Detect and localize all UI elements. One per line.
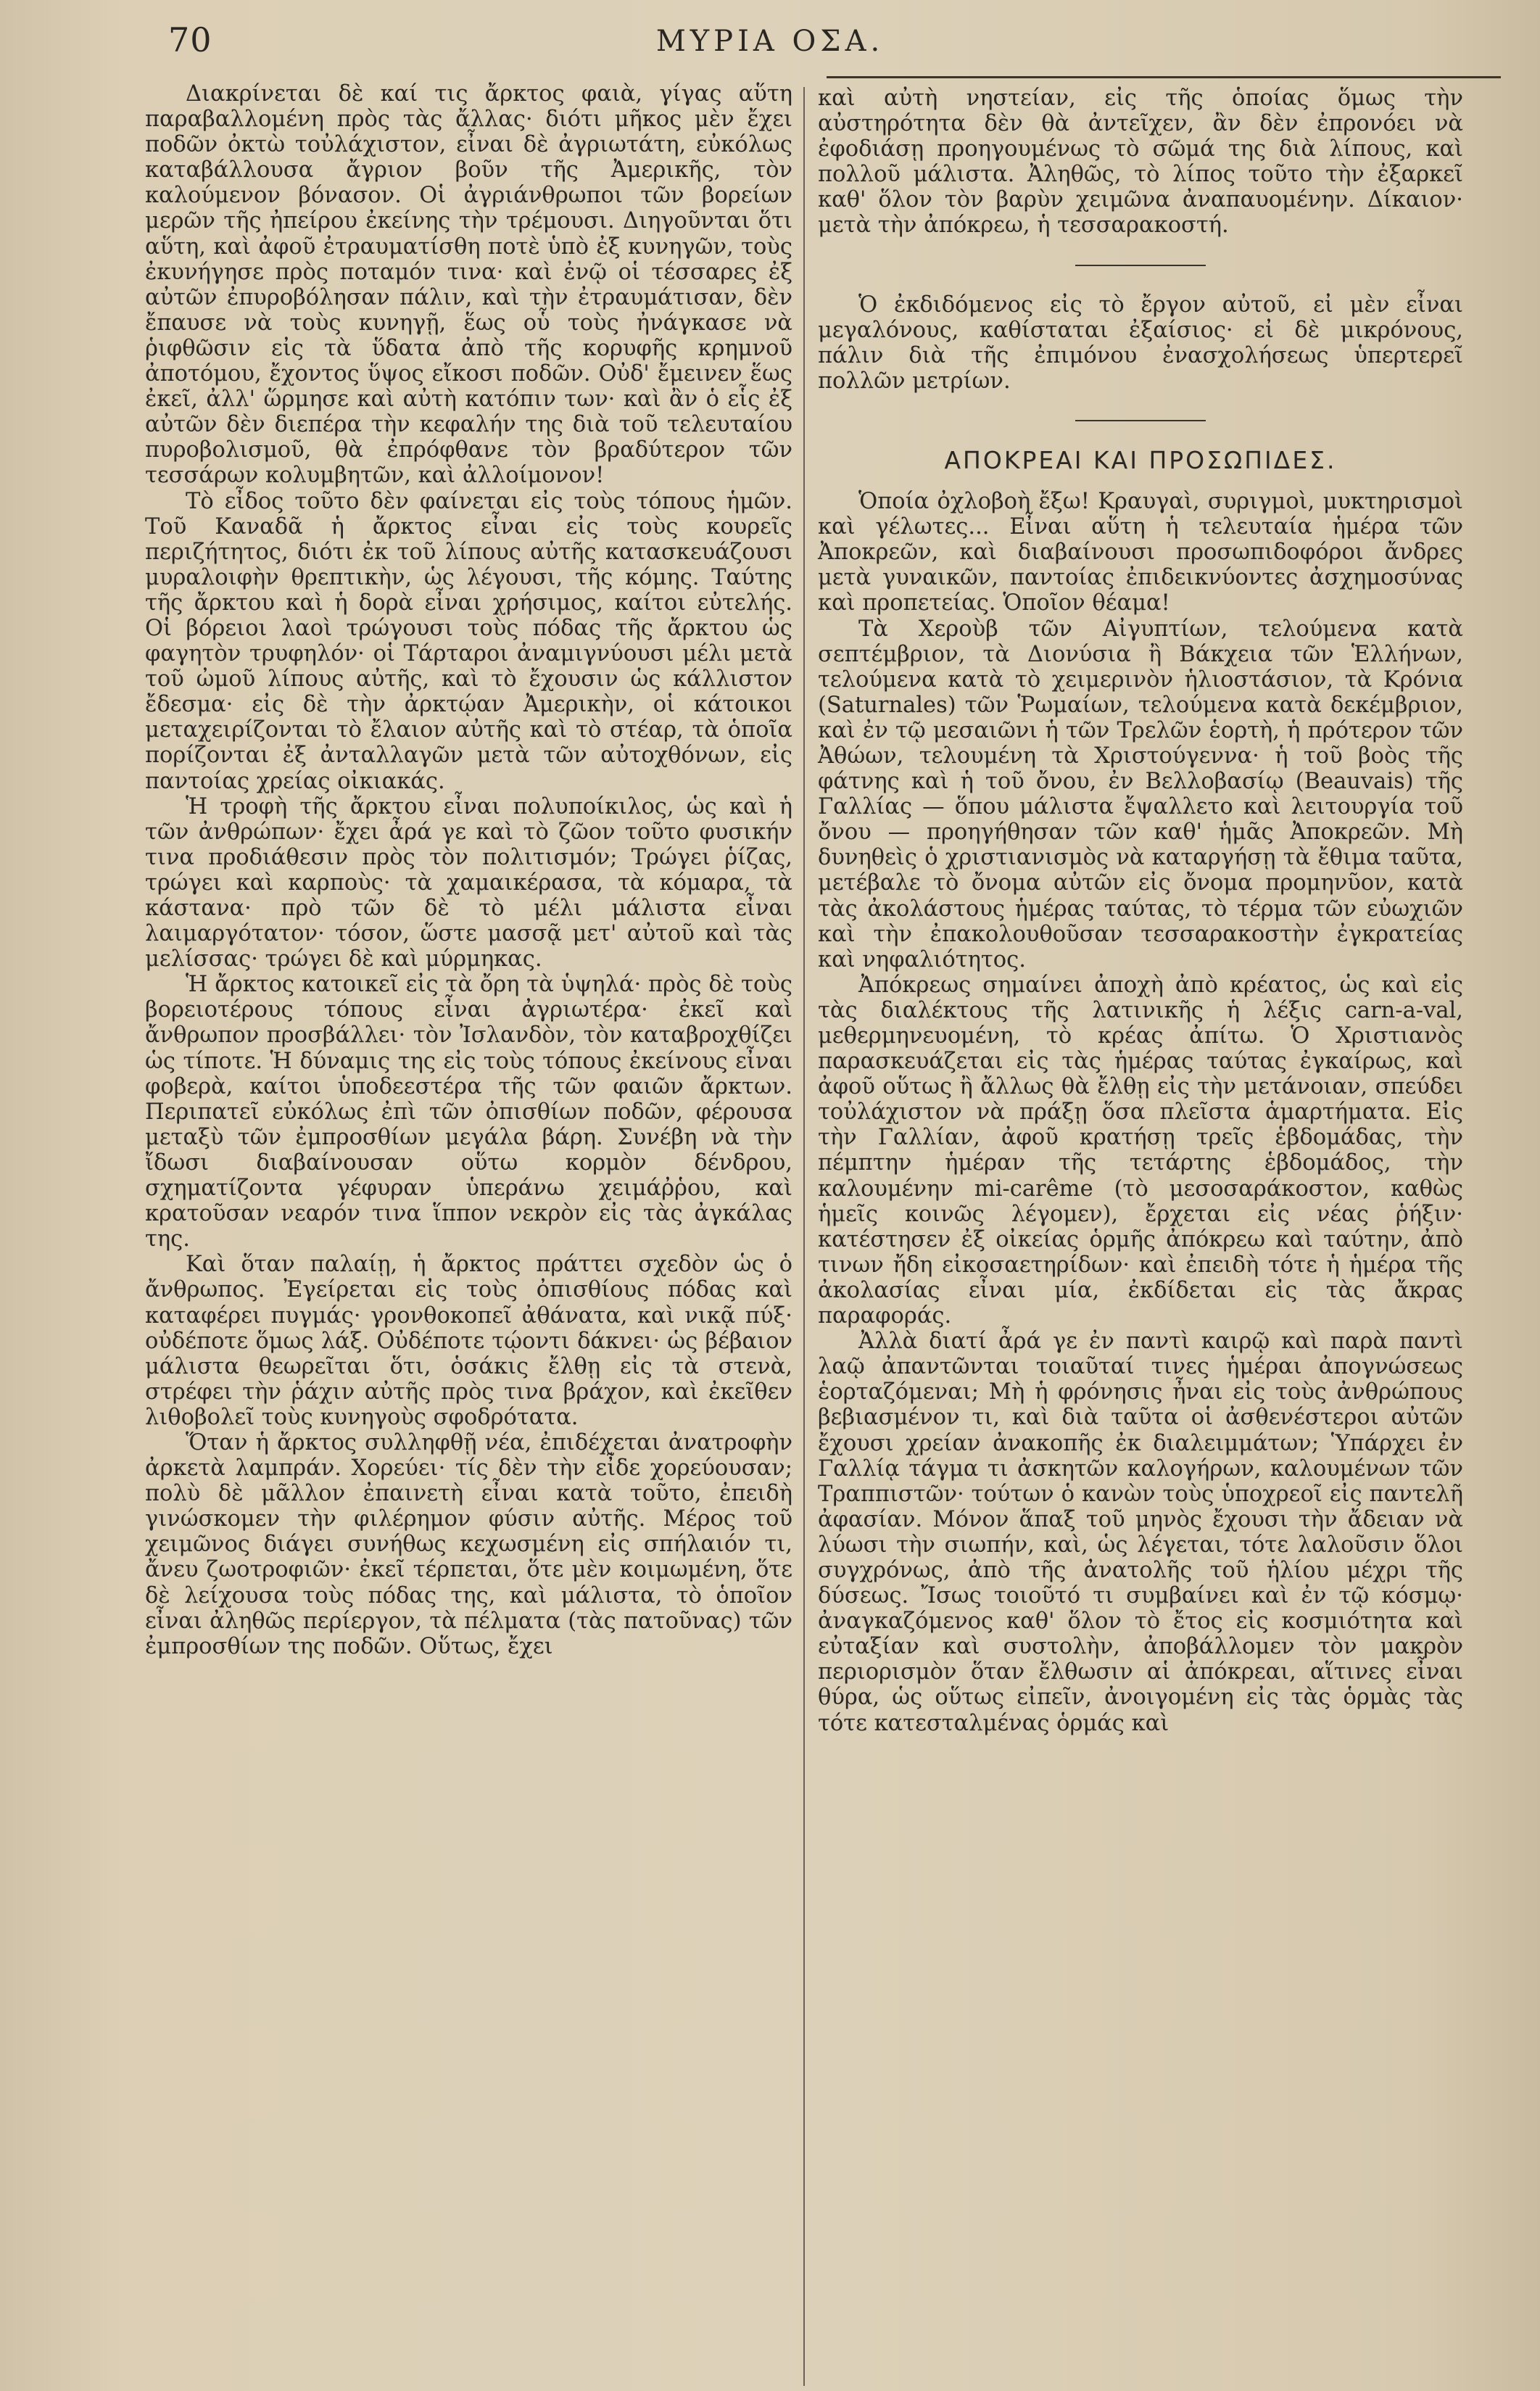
paragraph: Ἡ ἄρκτος κατοικεῖ εἰς τὰ ὄρη τὰ ὑψηλά· πρὸς δὲ τοὺς βορειοτέρους τόπους εἶναι ἀγριωτέρα· ἐκεῖ καὶ ἄνθρωπον προσβάλλει· τὸν Ἰσλανδὸν, τὸν καταβροχθίζει ὡς τίποτε. Ἡ δύναμις της εἰς τοὺς τόπους ἐκείνους εἶναι φοβερὰ, καίτοι ὑποδεεστέρα τῆς τῶν φαιῶν ἄρκτων. Περιπατεῖ εὐκόλως ἐπὶ τῶν ὀπισθίων ποδῶν, φέρουσα μεταξὺ τῶν ἐμπροσθίων μεγάλα βάρη. Συνέβη νὰ τὴν ἴδωσι διαβαίνουσαν οὕτω κορμὸν δένδρου, σχηματίζοντα γέφυραν ὑπεράνω χειμάῤῥου, καὶ κρατοῦσαν νεαρόν τινα ἵππον νεκρὸν εἰς τὰς ἀγκάλας της. — [145, 972, 792, 1252]
separator-rule — [1075, 420, 1206, 421]
header-rule — [827, 76, 1501, 78]
paragraph: Καὶ ὅταν παλαίῃ, ἡ ἄρκτος πράττει σχεδὸν ὡς ὁ ἄνθρωπος. Ἐγείρεται εἰς τοὺς ὀπισθίους πόδας καὶ καταφέρει πυγμάς· γρονθοκοπεῖ ἀθάνατα, καὶ νικᾷ πύξ· οὐδέποτε ὅμως λάξ. Οὐδέποτε τῴοντι δάκνει· ὡς βέβαιον μάλιστα θεωρεῖται ὅτι, ὁσάκις ἔλθῃ εἰς τὰ στενὰ, στρέφει τὴν ῥάχιν αὐτῆς πρὸς τινα βράχον, καὶ ἐκεῖθεν λιθοβολεῖ τοὺς κυνηγοὺς σφοδρότατα. — [145, 1252, 792, 1430]
paragraph: Διακρίνεται δὲ καί τις ἄρκτος φαιὰ, γίγας αὕτη παραβαλλομένη πρὸς τὰς ἄλλας· διότι μῆκος μὲν ἔχει ποδῶν ὀκτὼ τοὐλάχιστον, εἶναι δὲ ἀγριωτάτη, εὐκόλως καταβάλλουσα ἄγριον βοῦν τῆς Ἀμερικῆς, τὸν καλούμενον βόνασον. Οἱ ἀγριάνθρωποι τῶν βορείων μερῶν τῆς ἠπείρου ἐκείνης τὴν τρέμουσι. Διηγοῦνται ὅτι αὕτη, καὶ ἀφοῦ ἐτραυματίσθη ποτὲ ὑπὸ ἐξ κυνηγῶν, τοὺς ἐκυνήγησε πρὸς ποταμόν τινα· καὶ ἐνῷ οἱ τέσσαρες ἐξ αὐτῶν ἐπυροβόλησαν πάλιν, καὶ τὴν ἐτραυμάτισαν, δὲν ἔπαυσε νὰ τοὺς κυνηγῇ, ἕως οὗ τοὺς ἠνάγκασε νὰ ῥιφθῶσιν εἰς τὰ ὕδατα ἀπὸ τῆς κορυφῆς κρημνοῦ ἀποτόμου, ἔχοντος ὕψος εἴκοσι ποδῶν. Οὐδ' ἔμεινεν ἕως ἐκεῖ, ἀλλ' ὥρμησε καὶ αὐτὴ κατόπιν των· καὶ ἂν ὁ εἷς ἐξ αὐτῶν δὲν διεπέρα τὴν κεφαλήν της διὰ τοῦ τελευταίου πυροβολισμοῦ, θὰ ἐπρόφθανε τὸν βραδύτερον τῶν τεσσάρων κολυμβητῶν, καὶ ἀλλοίμονον! — [145, 81, 792, 489]
paragraph: Ἡ τροφὴ τῆς ἄρκτου εἶναι πολυποίκιλος, ὡς καὶ ἡ τῶν ἀνθρώπων· ἔχει ἆρά γε καὶ τὸ ζῶον τοῦτο φυσικήν τινα προδιάθεσιν πρὸς τὸν πολιτισμόν; Τρώγει ῥίζας, τρώγει καὶ καρποὺς· τὰ χαμαικέρασα, τὰ κόμαρα, τὰ κάστανα· πρὸ τῶν δὲ τὸ μέλι μάλιστα εἶναι λαιμαργότατον· τόσον, ὥστε μασσᾷ μετ' αὐτοῦ καὶ τὰς μελίσσας· τρώγει δὲ καὶ μύρμηκας. — [145, 793, 792, 972]
paragraph: Ἀλλὰ διατί ἆρά γε ἐν παντὶ καιρῷ καὶ παρὰ παντὶ λαῷ ἀπαντῶνται τοιαῦταί τινες ἡμέραι ἀπογνώσεως ἑορταζόμεναι; Μὴ ἡ φρόνησις ἦναι εἰς τοὺς ἀνθρώπους βεβιασμένον τι, καὶ διὰ ταῦτα οἱ ἀσθενέστεροι αὐτῶν ἔχουσι χρείαν ἀνακοπῆς ἐκ διαλειμμάτων; Ὑπάρχει ἐν Γαλλίᾳ τάγμα τι ἀσκητῶν καλογήρων, καλουμένων τῶν Τραππιστῶν· τούτων ὁ κανὼν τοὺς ὑποχρεοῖ εἰς παντελῆ ἀφασίαν. Μόνον ἅπαξ τοῦ μηνὸς ἔχουσι τὴν ἄδειαν νὰ λύωσι τὴν σιωπήν, καὶ, ὡς λέγεται, τότε λαλοῦσιν ὅλοι συγχρόνως, ἀπὸ τῆς ἀνατολῆς τοῦ ἡλίου μέχρι τῆς δύσεως. Ἴσως τοιοῦτό τι συμβαίνει καὶ ἐν τῷ κόσμῳ· ἀναγκαζόμενος καθ' ὅλον τὸ ἔτος εἰς κοσμιότητα καὶ εὐταξίαν καὶ συστολὴν, ἀποβάλλομεν τὸν μακρὸν περιορισμὸν ὅταν ἔλθωσιν αἱ ἀπόκρεαι, αἵτινες εἶναι θύρα, ὡς οὕτως εἰπεῖν, ἀνοιγομένη εἰς τὰς ὁρμὰς τὰς τότε κατεσταλμένας ὁρμάς καὶ — [818, 1329, 1463, 1736]
paragraph: Ὁποία ὀχλοβοὴ ἔξω! Κραυγαὶ, συριγμοὶ, μυκτηρισμοὶ καὶ γέλωτες... Εἶναι αὕτη ἡ τελευταία ἡμέρα τῶν Ἀποκρεῶν, καὶ διαβαίνουσι προσωπιδοφόροι ἄνδρες μετὰ γυναικῶν, παντοίας ἐπιδεικνύοντες ἀσχημοσύνας καὶ προπετείας. Ὁποῖον θέαμα! — [818, 489, 1463, 616]
paragraph: Ἀπόκρεως σημαίνει ἀποχὴ ἀπὸ κρέατος, ὡς καὶ εἰς τὰς διαλέκτους τῆς λατινικῆς ἡ λέξις carn-a-val, μεθερμηνευομένη, τὸ κρέας ἀπίτω. Ὁ Χριστιανὸς παρασκευάζεται εἰς τὰς ἡμέρας ταύτας ἐγκαίρως, καὶ ἀφοῦ οὕτως ἢ ἄλλως θὰ ἔλθῃ εἰς τὴν μετάνοιαν, σπεύδει τοὐλάχιστον νὰ πράξῃ ὅσα πλεῖστα ἁμαρτήματα. Εἰς τὴν Γαλλίαν, ἀφοῦ κρατήσῃ τρεῖς ἑβδομάδας, τὴν πέμπτην ἡμέραν τῆς τετάρτης ἑβδομάδος, τὴν καλουμένην mi-carême (τὸ μεσοσαράκοστον, καθὼς ἡμεῖς κοινῶς λέγομεν), ἔρχεται εἰς νέας ῥήξιν· κατέστησεν ἐξ οἰκείας ὁρμῆς ἀπόκρεω καὶ ταύτην, ἀπὸ τινων ἤδη εἰκοσαετηρίδων· καὶ ἐπειδὴ τότε ἡ ἡμέρα τῆς ἀκολασίας εἶναι μία, ἐκδίδεται εἰς τὰς ἄκρας παραφοράς. — [818, 972, 1463, 1329]
paragraph: Ὅταν ἡ ἄρκτος συλληφθῇ νέα, ἐπιδέχεται ἀνατροφὴν ἀρκετὰ λαμπράν. Χορεύει· τίς δὲν τὴν εἶδε χορεύουσαν; πολὺ δὲ μᾶλλον ἐπαινετὴ εἶναι κατὰ τοῦτο, ἐπειδὴ γινώσκομεν τὴν φιλέρημον φύσιν αὐτῆς. Μέρος τοῦ χειμῶνος διάγει συνήθως κεχωσμένη εἰς σπήλαιόν τι, ἄνευ ζωοτροφιῶν· ἐκεῖ τέρπεται, ὅτε μὲν κοιμωμένη, ὅτε δὲ λείχουσα τοὺς πόδας της, καὶ μάλιστα, τὸ ὁποῖον εἶναι ἀληθῶς περίεργον, τὰ πέλματα (τὰς πατοῦνας) τῶν ἐμπροσθίων της ποδῶν. Οὕτως, ἔχει — [145, 1429, 792, 1659]
paragraph: Τὸ εἶδος τοῦτο δὲν φαίνεται εἰς τοὺς τόπους ἡμῶν. Τοῦ Καναδᾶ ἡ ἄρκτος εἶναι εἰς τοὺς κουρεῖς περιζήτητος, διότι ἐκ τοῦ λίπους αὐτῆς κατασκευάζουσι μυραλοιφὴν θρεπτικὴν, ὡς λέγουσι, τῆς κόμης. Ταύτης τῆς ἄρκτου καὶ ἡ δορὰ εἶναι χρήσιμος, καίτοι εὐτελής. Οἱ βόρειοι λαοὶ τρώγουσι τοὺς πόδας τῆς ἄρκτου ὡς φαγητὸν τρυφηλόν· οἱ Τάρταροι ἀναμιγνύουσι μέλι μετὰ τοῦ ὠμοῦ λίπους αὐτῆς, καὶ τὸ ἔχουσιν ὡς κάλλιστον ἔδεσμα· εἰς δὲ τὴν ἀρκτῴαν Ἀμερικὴν, οἱ κάτοικοι μεταχειρίζονται τὸ ἔλαιον αὐτῆς καὶ τὸ στέαρ, τὰ ὁποῖα πορίζονται ἐξ ἀνταλλαγῶν μετὰ τῶν αὐτοχθόνων, εἰς παντοίας χρείας οἰκιακάς. — [145, 488, 792, 794]
paragraph: Τὰ Χεροὺβ τῶν Αἰγυπτίων, τελούμενα κατὰ σεπτέμβριον, τὰ Διονύσια ἢ Βάκχεια τῶν Ἑλλήνων, τελούμενα κατὰ τὸ χειμερινὸν ἡλιοστάσιον, τὰ Κρόνια (Saturnales) τῶν Ῥωμαίων, τελούμενα κατὰ δεκέμβριον, καὶ ἐν τῷ μεσαιῶνι ἡ τῶν Τρελῶν ἑορτὴ, ἡ πρότερον τῶν Ἀθώων, τελουμένη τὰ Χριστούγεννα· ἡ τοῦ βοὸς τῆς φάτνης καὶ ἡ τοῦ ὄνου, ἐν Βελλοβασίῳ (Beauvais) τῆς Γαλλίας — ὅπου μάλιστα ἔψαλλετο καὶ λειτουργία τοῦ ὄνου — προηγήθησαν τῶν καθ' ἡμᾶς Ἀποκρεῶν. Μὴ δυνηθεὶς ὁ χριστιανισμὸς νὰ καταργήσῃ τὰ ἔθιμα ταῦτα, μετέβαλε τὸ ὄνομα αὐτῶν εἰς ὄνομα προμηνῦον, κατὰ τὰς ἀκολάστους ἡμέρας ταύτας, τὸ τέρμα τῶν εὐωχιῶν καὶ τὴν ἐπακολουθοῦσαν τεσσαρακοστὴν ἐγκρατείας καὶ νηφαλιότητος. — [818, 616, 1463, 972]
notice-paragraph: Ὁ ἐκδιδόμενος εἰς τὸ ἔργον αὐτοῦ, εἰ μὲν εἶναι μεγαλόνους, καθίσταται ἐξαίσιος· εἰ δὲ μικρόνους, πάλιν διὰ τῆς ἐπιμόνου ἐνασχολήσεως ὑπερτερεῖ πολλῶν μετρίων. — [818, 292, 1463, 394]
right-column — [818, 86, 1463, 1736]
running-title: ΜΥΡΙΑ ΟΣΑ. — [655, 25, 885, 58]
page-header — [0, 13, 1540, 71]
column-divider — [803, 87, 805, 2386]
left-column — [145, 81, 792, 1659]
separator-rule — [1075, 265, 1206, 266]
paragraph: καὶ αὐτὴ νηστείαν, εἰς τῆς ὁποίας ὅμως τὴν αὐστηρότητα δὲν θὰ ἀντεῖχεν, ἂν δὲν ἐπρονόει νὰ ἐφοδιάσῃ προηγουμένως τὸ σῶμά της διὰ λίπους, καὶ πολλοῦ μάλιστα. Ἀληθῶς, τὸ λίπος τοῦτο τὴν ἐξαρκεῖ καθ' ὅλον τὸν βαρὺν χειμῶνα ἀναπαυομένην. Δίκαιον· μετὰ τὴν ἀπόκρεω, ἡ τεσσαρακοστή. — [818, 86, 1463, 239]
section-title: ΑΠΟΚΡΕΑΙ ΚΑΙ ΠΡΟΣΩΠΙΔΕΣ. — [944, 445, 1337, 474]
page-number: 70 — [168, 20, 212, 59]
